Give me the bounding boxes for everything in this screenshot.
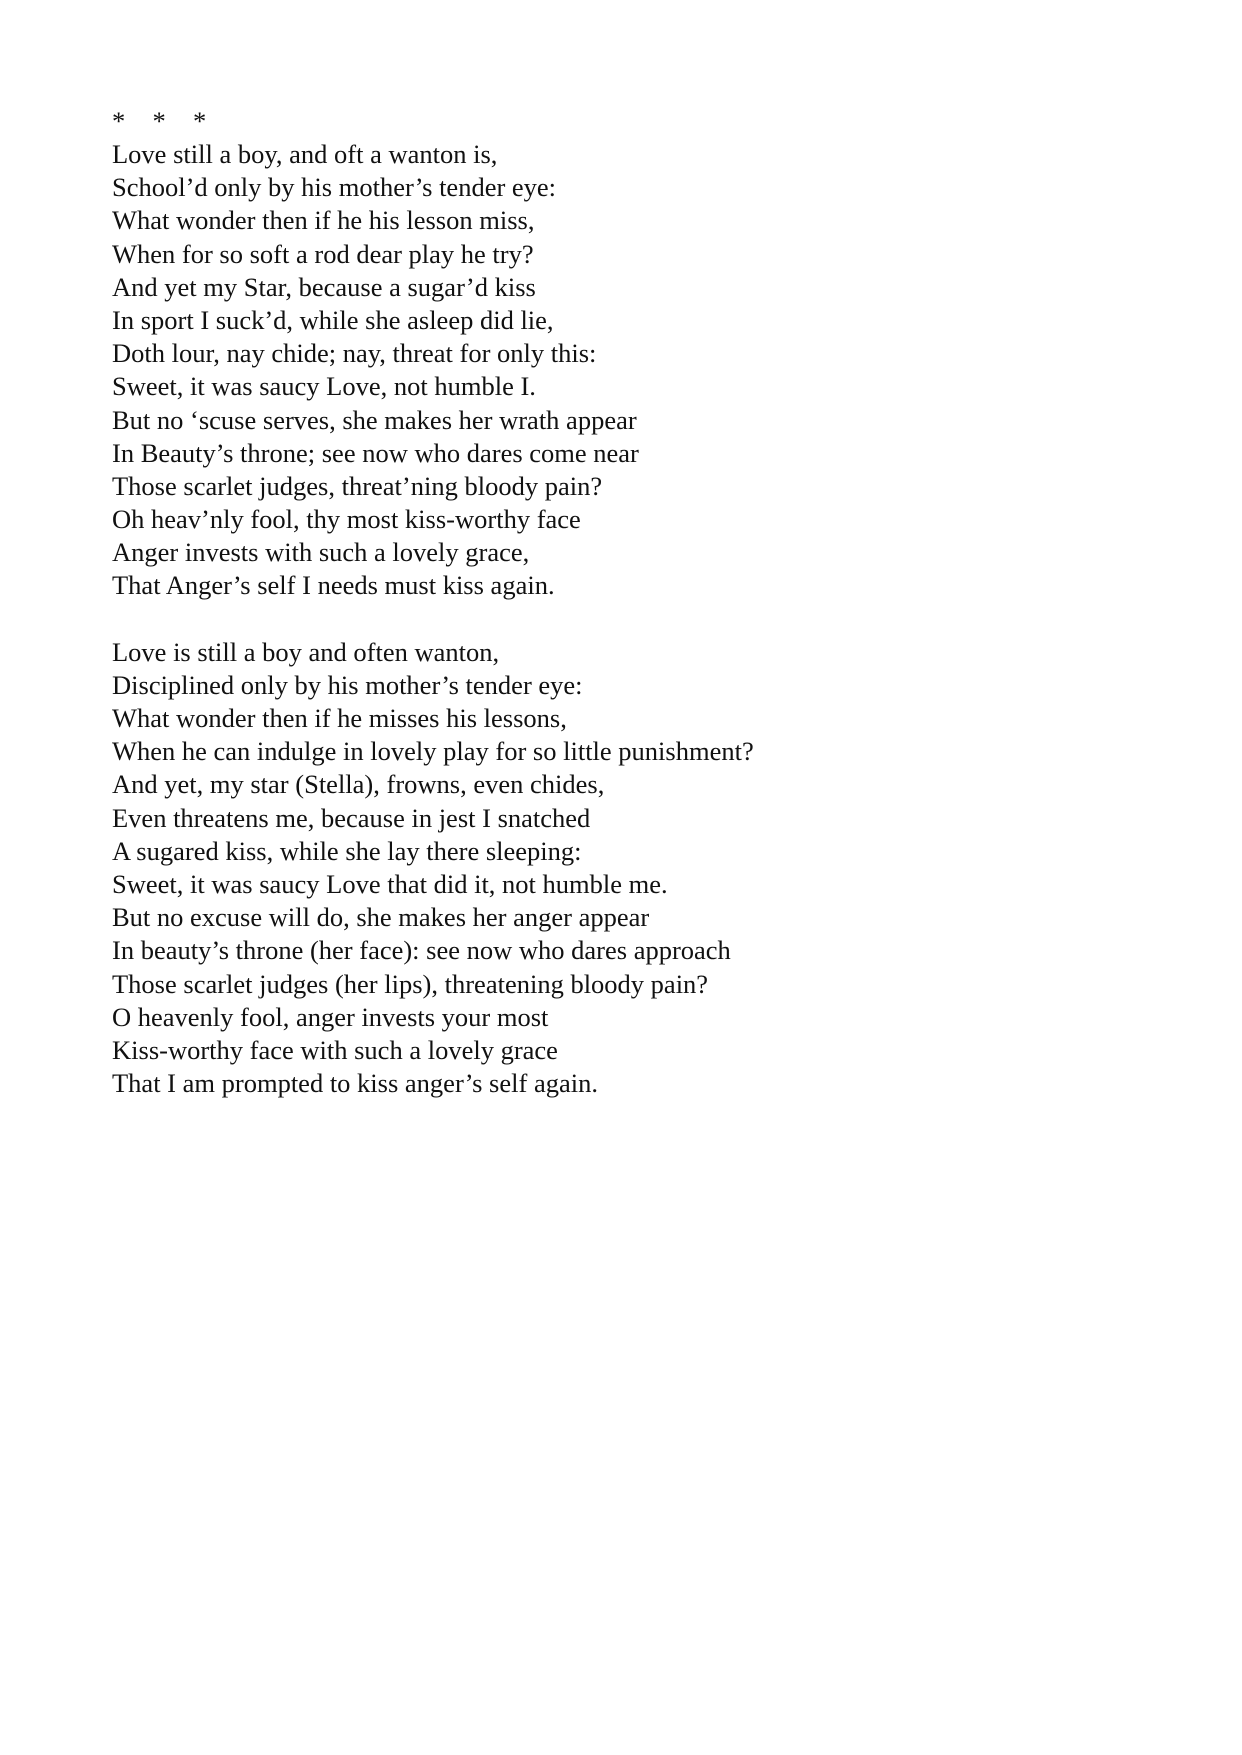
- original-poem-stanza: [112, 138, 1152, 603]
- paraphrase-line: And yet, my star (Stella), frowns, even chides,: [112, 769, 605, 800]
- poem-line: In sport I suck’d, while she asleep did lie,: [112, 304, 554, 335]
- poem-line: Anger invests with such a lovely grace,: [112, 537, 530, 568]
- poem-line: School’d only by his mother’s tender eye:: [112, 172, 557, 203]
- poem-line: And yet my Star, because a sugar’d kiss: [112, 271, 536, 302]
- poem-line: When for so soft a rod dear play he try?: [112, 238, 534, 269]
- paraphrase-line: In beauty’s throne (her face): see now who dares approach: [112, 935, 731, 966]
- paraphrase-line: A sugared kiss, while she lay there sleeping:: [112, 835, 582, 866]
- paraphrase-line: But no excuse will do, she makes her anger appear: [112, 902, 650, 933]
- poem-line: That Anger’s self I needs must kiss again.: [112, 570, 555, 601]
- paraphrase-line: That I am prompted to kiss anger’s self again.: [112, 1068, 598, 1099]
- paraphrase-line: What wonder then if he misses his lessons,: [112, 703, 567, 733]
- paraphrase-line: When he can indulge in lovely play for so little punishment?: [112, 736, 754, 767]
- poem-content: [112, 105, 1152, 1100]
- poem-line: Doth lour, nay chide; nay, threat for only this:: [112, 338, 597, 369]
- poem-line: What wonder then if he his lesson miss,: [112, 205, 535, 236]
- paraphrase-line: Kiss-worthy face with such a lovely grace: [112, 1034, 558, 1065]
- paraphrase-line: Disciplined only by his mother’s tender eye:: [112, 669, 583, 700]
- paraphrase-line: Love is still a boy and often wanton,: [112, 636, 500, 667]
- poem-line: But no ‘scuse serves, she makes her wrath appear: [112, 404, 637, 435]
- paraphrase-stanza: [112, 636, 1152, 1101]
- paraphrase-line: O heavenly fool, anger invests your most: [112, 1001, 549, 1032]
- poem-line: Those scarlet judges, threat’ning bloody pain?: [112, 470, 603, 501]
- poem-line: Oh heav’nly fool, thy most kiss-worthy face: [112, 504, 581, 535]
- poem-line: Sweet, it was saucy Love, not humble I.: [112, 371, 536, 402]
- section-ornament: * * *: [112, 106, 209, 136]
- poem-line: Love still a boy, and oft a wanton is,: [112, 139, 498, 169]
- poem-line: In Beauty’s throne; see now who dares come near: [112, 437, 639, 468]
- paraphrase-line: Even threatens me, because in jest I snatched: [112, 802, 591, 833]
- paraphrase-line: Those scarlet judges (her lips), threatening bloody pain?: [112, 968, 709, 999]
- paraphrase-line: Sweet, it was saucy Love that did it, not humble me.: [112, 868, 668, 899]
